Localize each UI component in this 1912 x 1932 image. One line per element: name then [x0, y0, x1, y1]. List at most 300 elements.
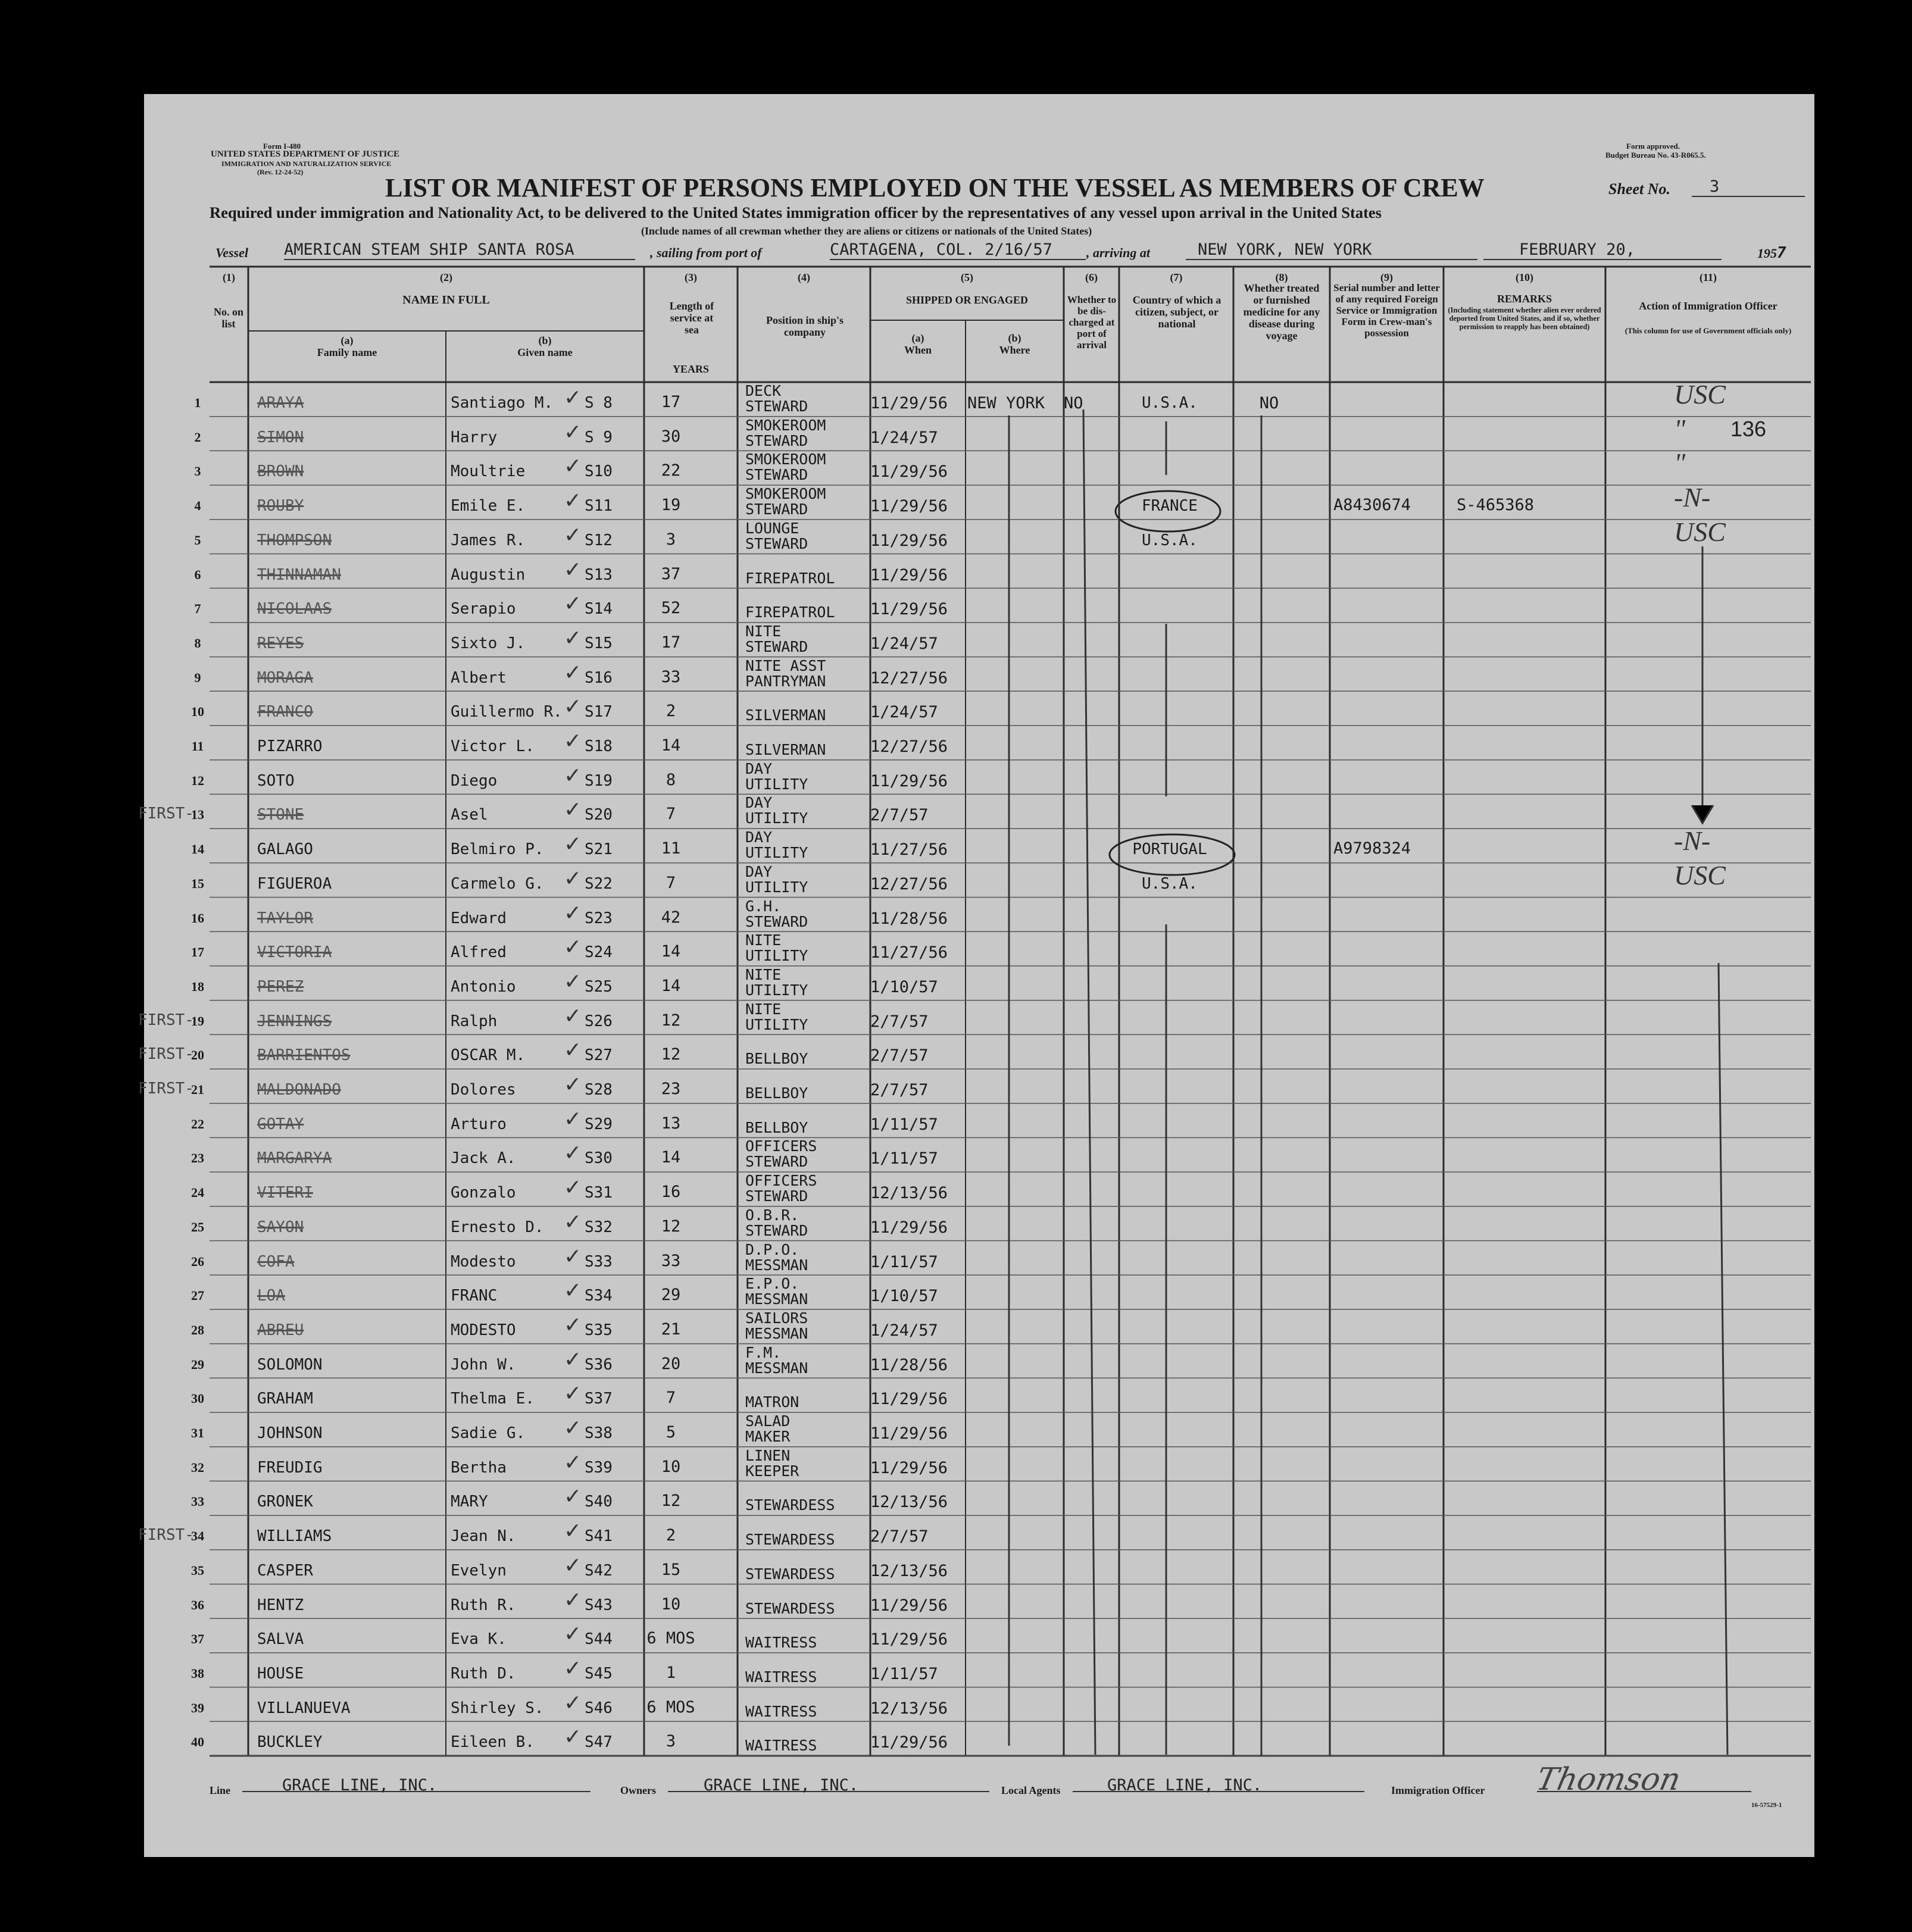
crew-code: S36 [585, 1355, 613, 1374]
position [745, 864, 808, 895]
crew-code: S14 [585, 600, 613, 618]
service-years: 13 [661, 1114, 681, 1133]
family-name: PEREZ [257, 977, 304, 996]
col1-header: No. on list [213, 306, 243, 330]
form-number: Form I-480 [263, 142, 301, 151]
shipped-when: 11/29/56 [870, 1424, 948, 1443]
check-mark-icon: ✓ [564, 1622, 582, 1647]
given-name: Dolores [451, 1081, 516, 1099]
table-row [138, 1515, 1814, 1549]
owners-value: GRACE LINE, INC. [704, 1776, 859, 1795]
check-mark-icon: ✓ [564, 1347, 582, 1372]
arrival-date: FEBRUARY 20, [1483, 240, 1722, 260]
year-label: 1957 [1757, 244, 1786, 262]
row-number: 11 [191, 739, 204, 754]
col11-number: (11) [1699, 271, 1717, 283]
position-line-2: UTILITY [745, 844, 808, 862]
row-number: 13 [191, 807, 204, 823]
manifest-title: LIST OR MANIFEST OF PERSONS EMPLOYED ON THE VESSEL AS MEMBERS OF CREW [385, 173, 1485, 202]
position-line-1: OFFICERS [745, 1172, 817, 1190]
col11-header: Action of Immigration Officer [1639, 300, 1777, 312]
col6-number: (6) [1085, 271, 1098, 283]
position [745, 1105, 808, 1136]
family-name: VILLANUEVA [257, 1699, 351, 1717]
given-name: Ruth R. [451, 1596, 516, 1614]
margin-note: FIRST- [138, 1045, 194, 1064]
given-name: Modesto [451, 1252, 516, 1271]
position-line-2: MESSMAN [745, 1359, 808, 1377]
crew-code: S25 [585, 977, 613, 996]
check-mark-icon: ✓ [564, 1003, 582, 1028]
position-line-1: NITE [745, 965, 782, 983]
position-line-1: DAY [745, 759, 773, 777]
crew-code: S29 [585, 1115, 613, 1133]
given-name: Bertha [451, 1458, 507, 1477]
table-row [144, 931, 1814, 965]
shipped-where: NEW YORK [967, 394, 1045, 412]
service-years: 19 [661, 496, 681, 515]
col2b-number: (b) [538, 334, 552, 346]
position-line-2: PANTRYMAN [745, 672, 826, 690]
table-row [144, 413, 1814, 451]
family-name: FRANCO [257, 703, 313, 721]
check-mark-icon: ✓ [564, 420, 582, 445]
position [745, 418, 826, 449]
crew-code: S31 [585, 1184, 613, 1202]
table-row [144, 516, 1814, 554]
table-row [144, 1618, 1814, 1652]
shipped-when: 11/29/56 [870, 600, 948, 619]
position-line-1 [745, 1482, 835, 1498]
crew-code: S38 [585, 1424, 613, 1442]
row-number: 6 [194, 567, 201, 582]
shipped-when: 1/11/57 [870, 1149, 938, 1168]
print-code: 16-57529-1 [1751, 1802, 1782, 1809]
family-name: ARAYA [257, 394, 304, 412]
position-line-1: D.P.O. [745, 1240, 799, 1258]
service-years: 8 [666, 770, 676, 789]
table-row [144, 1584, 1814, 1618]
row-number: 5 [194, 532, 201, 548]
shipped-when: 11/27/56 [870, 840, 948, 859]
position-line-2: STEWARD [745, 912, 808, 930]
shipped-when: 11/29/56 [870, 497, 948, 516]
check-mark-icon: ✓ [564, 901, 582, 926]
line-value: GRACE LINE, INC. [282, 1776, 438, 1795]
position-line-1: SAILORS [745, 1309, 808, 1327]
table-row [144, 966, 1814, 1000]
position-line-2: UTILITY [745, 1015, 808, 1033]
position [745, 521, 808, 552]
table-row [144, 898, 1814, 931]
service-years: 12 [661, 1045, 681, 1064]
family-name: SOTO [257, 771, 295, 790]
table-row [144, 657, 1814, 691]
family-name: ROUBY [257, 497, 304, 515]
position [745, 624, 808, 655]
position-line-1: NITE [745, 622, 782, 640]
form-approved-note: Form approved. [1626, 142, 1680, 151]
position-line-2: STEWARDESS [745, 1496, 835, 1514]
table-row [144, 1721, 1814, 1755]
table-row [144, 623, 1814, 656]
crew-code: S40 [585, 1493, 613, 1511]
crew-code: S24 [585, 943, 613, 962]
col9-header: Serial number and letter of any required Foreign Service or Immigration Form in Crew-man's possession [1333, 282, 1440, 339]
check-mark-icon: ✓ [564, 1416, 582, 1440]
sheet-number: 3 [1692, 177, 1805, 197]
table-row [138, 1034, 1814, 1068]
row-number: 8 [194, 635, 201, 651]
service-years: 10 [661, 1595, 681, 1614]
table-row [144, 588, 1814, 622]
service-years: 2 [666, 702, 676, 721]
position [745, 1242, 808, 1273]
position-line-1: OFFICERS [745, 1137, 817, 1155]
service-years: 6 MOS [646, 1697, 695, 1717]
shipped-when: 1/24/57 [870, 428, 938, 447]
check-mark-icon: ✓ [564, 1209, 582, 1234]
position-line-1: NITE [745, 1000, 782, 1018]
position [745, 452, 826, 483]
row-number: 20 [191, 1048, 204, 1063]
row-number: 27 [191, 1288, 204, 1303]
shipped-when: 2/7/57 [870, 1527, 929, 1546]
position [745, 555, 835, 586]
arriving-at: NEW YORK, NEW YORK [1186, 240, 1477, 260]
family-name: COFA [257, 1252, 295, 1271]
family-name: GRONEK [257, 1493, 313, 1511]
family-name: THINNAMAN [257, 565, 341, 584]
nationality: PORTUGAL [1132, 840, 1207, 859]
position-line-1: SALAD [745, 1412, 791, 1430]
position-line-2: FIREPATROL [745, 569, 835, 587]
check-mark-icon: ✓ [564, 695, 582, 720]
shipped-when: 11/29/56 [870, 1733, 948, 1752]
shipped-when: 2/7/57 [870, 1046, 929, 1065]
crew-list [138, 379, 1814, 1756]
position-line-2: STEWARD [745, 534, 808, 552]
service-years: 30 [661, 427, 681, 446]
given-name: Shirley S. [451, 1699, 544, 1717]
family-name: ABREU [257, 1321, 304, 1339]
sailing-from: CARTAGENA, COL. 2/16/57 [830, 240, 1086, 260]
officer-action: USC [1674, 516, 1726, 547]
service-years: 21 [661, 1320, 681, 1339]
row-number: 16 [191, 910, 204, 926]
position-line-2: WAITRESS [745, 1702, 817, 1720]
table-row [144, 1687, 1814, 1721]
crew-code: S26 [585, 1012, 613, 1030]
position-line-1 [745, 1517, 835, 1532]
row-number: 31 [191, 1425, 204, 1440]
table-row [144, 1241, 1814, 1275]
family-name: BROWN [257, 462, 304, 481]
col1-number: (1) [223, 271, 235, 283]
family-name: FIGUEROA [257, 874, 332, 893]
crew-code: S41 [585, 1527, 613, 1546]
officer-action: USC [1674, 379, 1726, 409]
family-name: STONE [257, 806, 304, 824]
position [745, 692, 826, 723]
table-row [138, 794, 1814, 828]
row-number: 9 [194, 670, 201, 685]
row-number: 33 [191, 1494, 204, 1509]
row-number: 26 [191, 1253, 204, 1269]
crew-code: S46 [585, 1699, 613, 1717]
row-number: 17 [191, 945, 204, 960]
given-name: Edward [451, 909, 507, 927]
col5b-number: (b) [1008, 332, 1021, 344]
check-mark-icon: ✓ [564, 729, 582, 754]
shipped-when: 11/29/56 [870, 1596, 948, 1615]
check-mark-icon: ✓ [564, 1519, 582, 1544]
service-years: 12 [661, 1492, 681, 1511]
table-row [144, 379, 1814, 416]
position-line-2: MESSMAN [745, 1324, 808, 1342]
col6-header: Whether to be dis-charged at port of arrival [1067, 294, 1117, 351]
check-mark-icon: ✓ [564, 454, 582, 479]
crew-code: S37 [585, 1390, 613, 1408]
row-number: 38 [191, 1665, 204, 1681]
officer-action: -N- [1674, 826, 1711, 856]
check-mark-icon: ✓ [564, 866, 582, 891]
family-name: REYES [257, 634, 304, 652]
check-mark-icon: ✓ [564, 1450, 582, 1475]
shipped-when: 1/24/57 [870, 1321, 938, 1340]
crew-code: S30 [585, 1149, 613, 1168]
given-name: Harry [451, 428, 498, 446]
position-line-2: KEEPER [745, 1462, 799, 1480]
col7-header: Country of which a citizen, subject, or national [1132, 294, 1221, 330]
table-row [144, 826, 1814, 862]
col2-header: NAME IN FULL [402, 293, 490, 307]
shipped-when: 1/10/57 [870, 1287, 938, 1306]
agents-label: Local Agents [1001, 1784, 1061, 1796]
shipped-when: 12/27/56 [870, 668, 948, 687]
given-name: Albert [451, 668, 507, 687]
position [745, 1311, 808, 1342]
check-mark-icon: ✓ [564, 1587, 582, 1612]
position-line-2: WAITRESS [745, 1634, 817, 1652]
shipped-when: 1/11/57 [870, 1252, 938, 1271]
given-name: Diego [451, 771, 498, 790]
position-line-1 [745, 1722, 817, 1738]
check-mark-icon: ✓ [564, 1381, 582, 1406]
position [745, 1654, 817, 1685]
position [745, 1276, 808, 1307]
check-mark-icon: ✓ [564, 489, 582, 514]
col9-number: (9) [1380, 271, 1393, 283]
given-name: Ruth D. [451, 1664, 516, 1683]
check-mark-icon: ✓ [564, 1690, 582, 1715]
crew-code: S47 [585, 1733, 613, 1752]
row-number: 39 [191, 1700, 204, 1715]
officer-action: " [1674, 448, 1686, 479]
shipped-when: 11/29/56 [870, 565, 948, 584]
crew-code: S23 [585, 909, 613, 927]
officer-action: USC [1674, 859, 1726, 890]
table-row [144, 1206, 1814, 1240]
given-name: Antonio [451, 977, 516, 996]
given-name: MARY [451, 1493, 488, 1511]
col11-subheader: (This column for use of Government officials only) [1624, 326, 1792, 335]
row-number: 7 [194, 601, 201, 617]
row-number: 34 [191, 1528, 204, 1544]
service-years: 37 [661, 564, 681, 583]
check-mark-icon: ✓ [564, 935, 582, 960]
position [745, 1722, 817, 1753]
table-row [144, 859, 1814, 897]
position-line-1: O.B.R. [745, 1206, 799, 1224]
position [745, 1208, 808, 1239]
position-line-1: LOUNGE [745, 519, 799, 537]
col10-number: (10) [1516, 271, 1533, 283]
family-name: GALAGO [257, 840, 313, 859]
remarks: S-465368 [1457, 496, 1535, 515]
family-name: THOMPSON [257, 531, 332, 549]
position-line-2: MESSMAN [745, 1256, 808, 1274]
given-name: Guillermo R. [451, 703, 563, 721]
service-years: 20 [661, 1354, 681, 1373]
position-line-1: SMOKEROOM [745, 451, 826, 468]
family-name: GOTAY [257, 1115, 304, 1133]
check-mark-icon: ✓ [564, 1312, 582, 1337]
table-row [144, 1137, 1814, 1171]
shipped-when: 2/7/57 [870, 806, 929, 825]
position-line-2: WAITRESS [745, 1737, 817, 1755]
col8-number: (8) [1275, 271, 1288, 283]
col4-header: Position in ship's company [766, 314, 844, 338]
col5a-number: (a) [911, 332, 924, 344]
position-line-1: F.M. [745, 1343, 782, 1361]
service-years: 14 [661, 736, 681, 755]
family-name: TAYLOR [257, 909, 313, 927]
family-name: SAYON [257, 1218, 304, 1236]
position [745, 795, 808, 826]
sailing-label: , sailing from port of [650, 245, 762, 260]
budget-bureau-note: Budget Bureau No. 43-R065.5. [1605, 151, 1706, 160]
position [745, 486, 826, 517]
col10-header: REMARKS [1497, 293, 1552, 305]
revision-date: (Rev. 12-24-52) [257, 168, 304, 176]
position-line-2: UTILITY [745, 809, 808, 827]
crew-code: S21 [585, 840, 613, 859]
shipped-when: 11/29/56 [870, 394, 948, 412]
shipped-when: 2/7/57 [870, 1081, 929, 1099]
family-name: MARGARYA [257, 1149, 332, 1168]
service-years: 52 [661, 599, 681, 618]
family-name: MORAGA [257, 668, 313, 687]
position-line-2: FIREPATROL [745, 604, 835, 621]
position-line-2: BELLBOY [745, 1118, 808, 1136]
col3-number: (3) [685, 271, 697, 283]
shipped-when: 11/29/56 [870, 1218, 948, 1237]
margin-note: FIRST- [138, 1011, 194, 1029]
table-row [144, 482, 1814, 519]
table-row [144, 1344, 1814, 1378]
family-name: JOHNSON [257, 1424, 323, 1442]
check-mark-icon: ✓ [564, 1244, 582, 1269]
table-row [144, 554, 1814, 588]
family-name: SOLOMON [257, 1355, 323, 1374]
crew-code: S16 [585, 668, 613, 687]
crew-code: S15 [585, 634, 613, 652]
service-years: 33 [661, 1251, 681, 1270]
table-row [144, 1653, 1814, 1687]
page-number: 136 [1730, 417, 1767, 441]
given-name: Eva K. [451, 1630, 507, 1649]
position-line-1 [745, 692, 826, 708]
table-row [144, 1103, 1814, 1137]
given-name: Arturo [451, 1115, 507, 1133]
shipped-when: 11/29/56 [870, 531, 948, 550]
col2a-number: (a) [340, 334, 354, 346]
row-number: 10 [191, 704, 204, 720]
family-name: PIZARRO [257, 737, 323, 755]
position [745, 1139, 817, 1170]
row-number: 15 [191, 876, 204, 891]
given-name: Moultrie [451, 462, 526, 481]
given-name: John W. [451, 1355, 516, 1374]
position-line-1: DAY [745, 829, 773, 846]
service-years: 12 [661, 1011, 681, 1030]
position [745, 1173, 817, 1204]
owners-label: Owners [620, 1784, 656, 1796]
position-line-2: STEWARD [745, 637, 808, 655]
position-line-1 [745, 1379, 799, 1395]
crew-code: S42 [585, 1561, 613, 1580]
margin-note: FIRST- [138, 1080, 194, 1098]
shipped-when: 1/24/57 [870, 703, 938, 722]
row-number: 22 [191, 1116, 204, 1131]
row-number: 14 [191, 842, 204, 857]
row-number: 30 [191, 1391, 204, 1406]
check-mark-icon: ✓ [564, 1038, 582, 1063]
margin-note: FIRST- [138, 805, 194, 823]
shipped-when: 11/29/56 [870, 462, 948, 482]
manifest-subtitle-note: (Include names of all crewman whether they are aliens or citizens or nationals of the United States) [641, 225, 1092, 237]
position-line-1: NITE ASST [745, 656, 826, 674]
position [745, 1070, 808, 1101]
service-years: 3 [666, 530, 676, 549]
check-mark-icon: ✓ [564, 557, 582, 582]
table-row [144, 1412, 1814, 1446]
service-years: 42 [661, 908, 681, 927]
position [745, 383, 808, 414]
position-line-1: DECK [745, 382, 782, 399]
position [745, 1551, 835, 1582]
service-years: 11 [661, 839, 681, 858]
officer-action: " [1674, 413, 1686, 444]
check-mark-icon: ✓ [564, 798, 582, 823]
position [745, 1379, 799, 1410]
position [745, 761, 808, 792]
check-mark-icon: ✓ [564, 660, 582, 685]
crew-code: S17 [585, 703, 613, 721]
position-line-1: NITE [745, 931, 782, 949]
check-mark-icon: ✓ [564, 1141, 582, 1166]
position-line-2: STEWARD [745, 1187, 808, 1205]
check-mark-icon: ✓ [564, 626, 582, 651]
given-name: Augustin [451, 565, 526, 584]
shipped-when: 1/11/57 [870, 1115, 938, 1134]
family-name: WILLIAMS [257, 1527, 332, 1546]
given-name: Emile E. [451, 497, 526, 515]
manifest-sheet [138, 94, 1814, 1857]
serial-number: A8430674 [1333, 496, 1411, 515]
table-row [144, 1447, 1814, 1481]
